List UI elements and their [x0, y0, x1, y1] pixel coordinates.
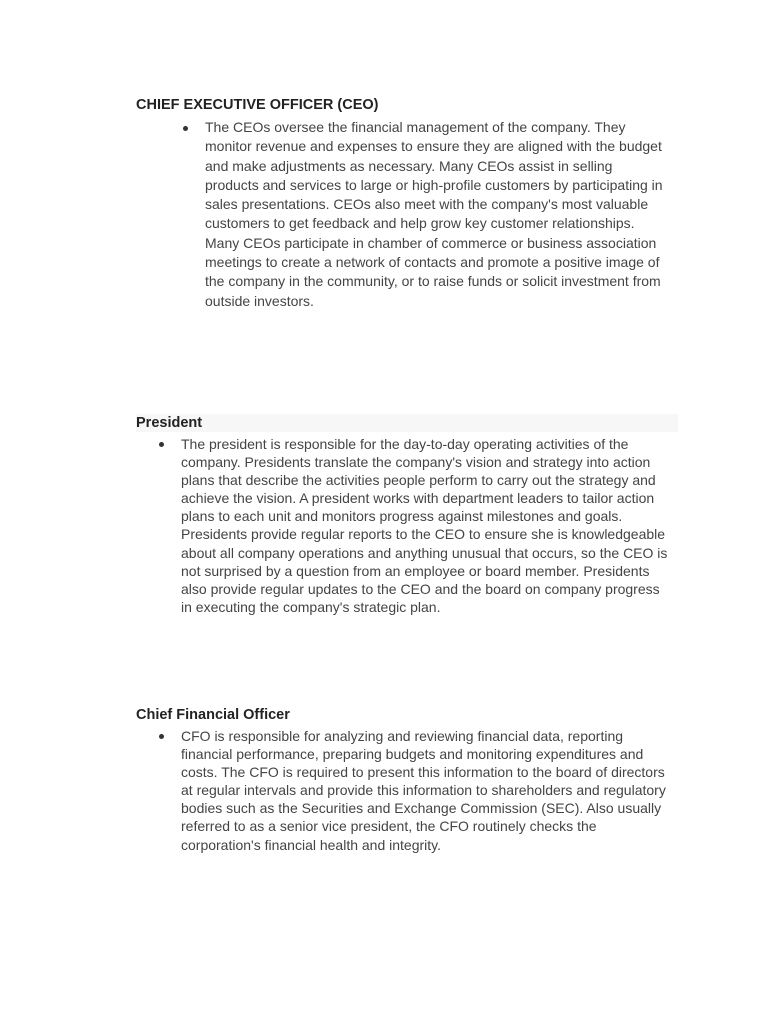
bullet-icon — [159, 442, 164, 447]
cfo-bullet-list — [136, 727, 678, 854]
president-paragraph: The president is responsible for the day-to-day operating activities of the company. Presidents translate the company's vision and strategy into action plans that describe the activities people perform to carry out the strategy and achieve the vision. A president works with department leaders to tailor action plans to each unit and monitors progress against milestones and goals. Presidents provide regular reports to the CEO to ensure she is knowledgeable about all company operations and anything unusual that occurs, so the CEO is not surprised by a question from an employee or board member. Presidents also provide regular updates to the CEO and the board on company progress in executing the company's strategic plan. — [181, 436, 668, 615]
cfo-paragraph: CFO is responsible for analyzing and reviewing financial data, reporting financial performance, preparing budgets and monitoring expenditures and costs. The CFO is required to present this information to the board of directors at regular intervals and provide this information to shareholders and regulatory bodies such as the Securities and Exchange Commission (SEC). Also usually referred to as a senior vice president, the CFO routinely checks the corporation's financial health and integrity. — [181, 728, 666, 853]
list-item — [181, 435, 673, 616]
list-item — [205, 118, 665, 311]
ceo-paragraph: The CEOs oversee the financial management of the company. They monitor revenue and expenses to ensure they are aligned with the budget and make adjustments as necessary. Many CEOs assist in selling products and services to large or high-profile customers by participating in sales presentations. CEOs also meet with the company's most valuable customers to get feedback and help grow key customer relationships. Many CEOs participate in chamber of commerce or business association meetings to create a network of contacts and promote a positive image of the company in the community, or to raise funds or solicit investment from outside investors. — [205, 119, 663, 309]
bullet-icon — [183, 126, 188, 131]
president-heading: President — [136, 414, 678, 432]
president-bullet-list — [136, 435, 678, 616]
ceo-section — [136, 96, 678, 311]
list-item — [181, 727, 673, 854]
bullet-icon — [159, 734, 164, 739]
ceo-bullet-list — [136, 118, 678, 311]
president-section — [136, 414, 678, 616]
cfo-heading: Chief Financial Officer — [136, 707, 290, 723]
cfo-section — [136, 706, 678, 854]
ceo-heading: CHIEF EXECUTIVE OFFICER (CEO) — [136, 97, 379, 113]
